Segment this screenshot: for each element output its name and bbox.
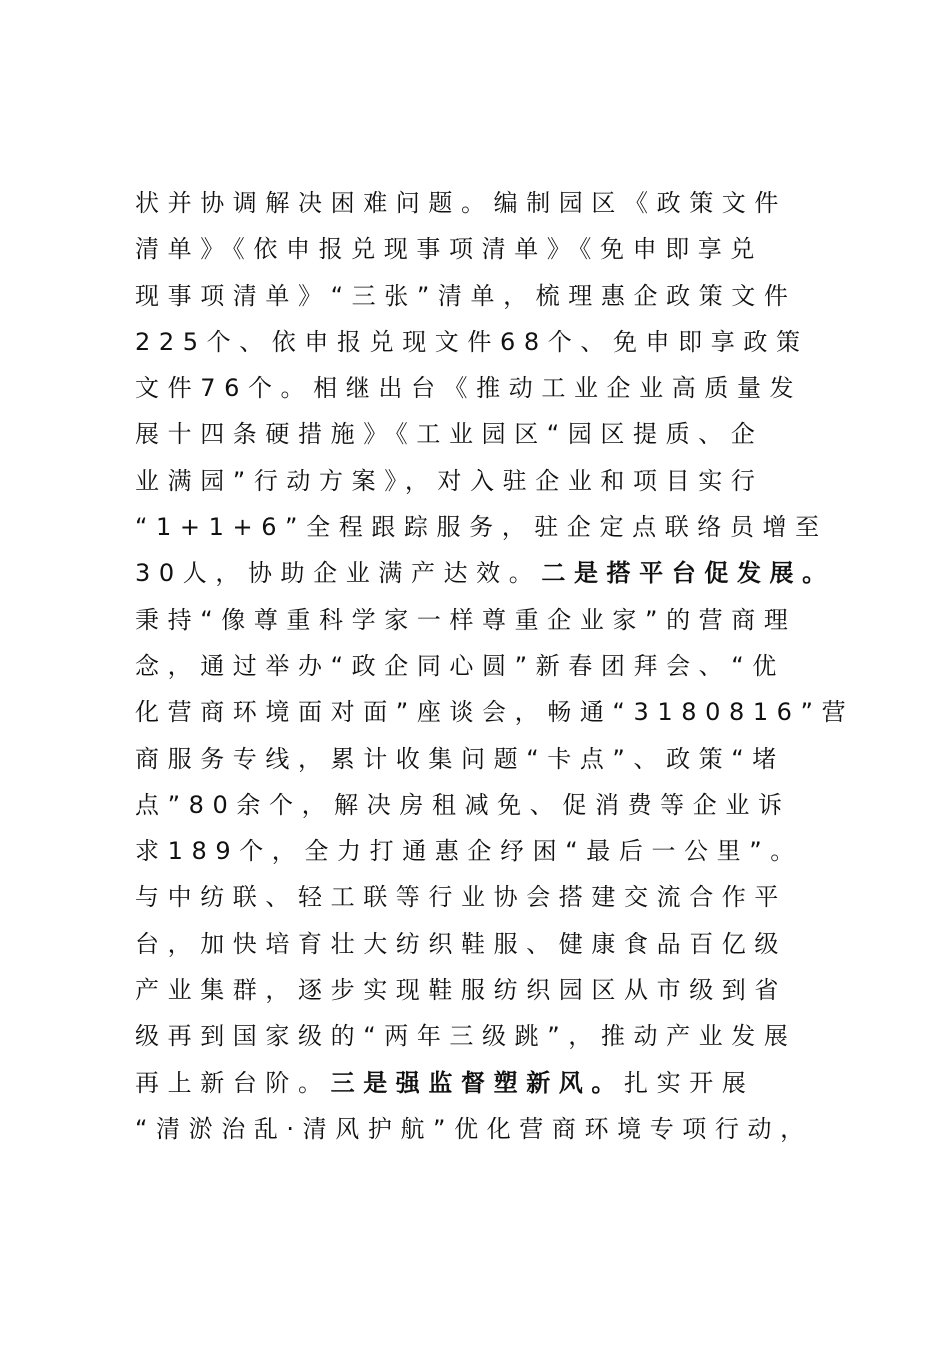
text-line <box>135 458 895 504</box>
text-line <box>135 1013 895 1059</box>
body-text-segment: 与中纺联、轻工联等行业协会搭建交流合作平 <box>135 883 787 912</box>
text-line <box>135 782 895 828</box>
text-line <box>135 828 895 874</box>
body-text <box>135 180 895 1152</box>
text-line <box>135 1106 895 1152</box>
body-text-segment: 业满园”行动方案》，对入驻企业和项目实行 <box>135 466 764 495</box>
body-text-segment: 商服务专线，累计收集问题“卡点”、政策“堵 <box>135 744 785 773</box>
text-line <box>135 967 895 1013</box>
text-line <box>135 504 895 550</box>
body-text-segment: “清淤治乱·清风护航”优化营商环境专项行动， <box>135 1114 813 1143</box>
bold-heading-text: 二是搭平台促发展。 <box>541 559 835 588</box>
body-text-segment: 状并协调解决困难问题。编制园区《政策文件 <box>135 189 787 217</box>
body-text-segment: 求189个，全力打通惠企纾困“最后一公里”。 <box>135 837 803 866</box>
body-text-segment: 念，通过举办“政企同心圆”新春团拜会、“优 <box>135 651 785 680</box>
body-text-segment: 扎实开展 <box>624 1068 755 1097</box>
body-text-segment: 再上新台阶。 <box>135 1068 331 1097</box>
body-text-segment: 化营商环境面对面”座谈会，畅通“3180816”营 <box>135 698 855 727</box>
body-text-segment: 产业集群，逐步实现鞋服纺织园区从市级到省 <box>135 976 787 1005</box>
body-text-segment: 台，加快培育壮大纺织鞋服、健康食品百亿级 <box>135 929 787 958</box>
text-line <box>135 226 895 272</box>
text-line <box>135 1060 895 1106</box>
body-text-segment: 225个、依申报兑现文件68个、免申即享政策 <box>135 327 809 356</box>
body-text-segment: 级再到国家级的“两年三级跳”，推动产业发展 <box>135 1022 797 1051</box>
text-line <box>135 411 895 457</box>
text-line <box>135 273 895 319</box>
body-text-segment: 现事项清单》“三张”清单，梳理惠企政策文件 <box>135 281 797 310</box>
text-line <box>135 689 895 735</box>
body-text-segment: 30人，协助企业满产达效。 <box>135 559 542 588</box>
text-line <box>135 597 895 643</box>
body-text-segment: 展十四条硬措施》《工业园区“园区提质、企 <box>135 420 764 449</box>
text-line <box>135 874 895 920</box>
body-text-segment: “1+1+6”全程跟踪服务，驻企定点联络员增至 <box>135 513 828 542</box>
body-text-segment: 文件76个。相继出台《推动工业企业高质量发 <box>135 374 803 403</box>
text-line <box>135 180 895 226</box>
body-text-segment: 点”80余个，解决房租减免、促消费等企业诉 <box>135 790 791 819</box>
text-line <box>135 921 895 967</box>
body-text-segment: 秉持“像尊重科学家一样尊重企业家”的营商理 <box>135 605 797 634</box>
text-line <box>135 550 895 596</box>
text-line <box>135 319 895 365</box>
text-line <box>135 736 895 782</box>
text-line <box>135 643 895 689</box>
body-text-segment: 清单》《依申报兑现事项清单》《免申即享兑 <box>135 235 763 264</box>
text-line <box>135 365 895 411</box>
bold-heading-text: 三是强监督塑新风。 <box>330 1068 625 1097</box>
